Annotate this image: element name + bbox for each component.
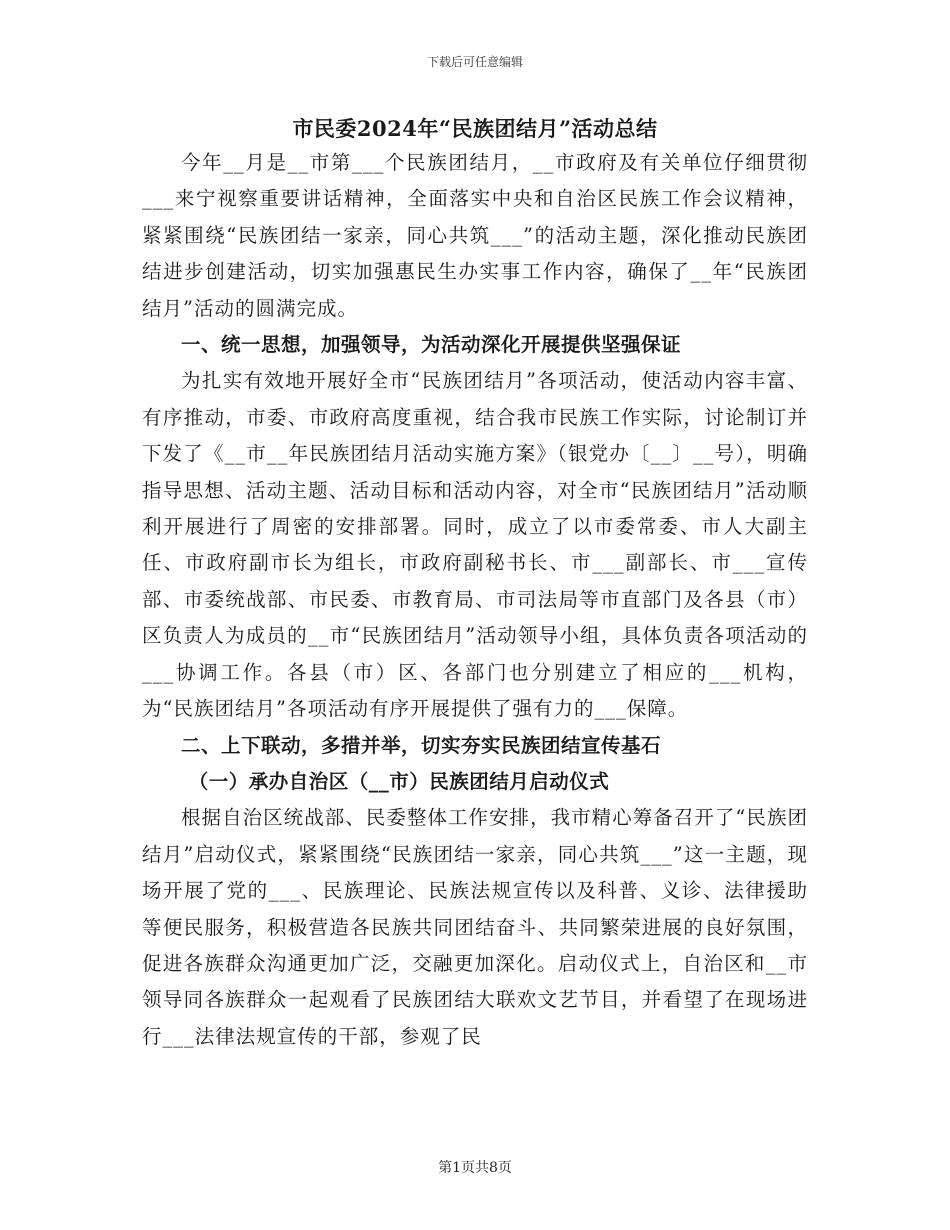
subsection-heading-1: （一）承办自治区（__市）民族团结月启动仪式 (188, 769, 610, 793)
page-header-note: 下载后可任意编辑 (426, 55, 523, 69)
document-body (142, 145, 808, 1055)
paragraph-leadership: 为扎实有效地开展好全市“民族团结月”各项活动，使活动内容丰富、有序推动，市委、市政府高度重视，结合我市民族工作实际，讨论制订并下发了《__市__年民族团结月活动实施方案》（银党办〔__〕__号），明确指导思想、活动主题、活动目标和活动内容，对全市“民族团结月”活动顺利开展进行了周密的安排部署。同时，成立了以市委常委、市人大副主任、市政府副市长为组长，市政府副秘书长、市___副部长、市___宣传部、市委统战部、市民委、市教育局、市司法局等市直部门及各县（市）区负责人为成员的__市“民族团结月”活动领导小组，具体负责各项活动的___协调工作。各县（市）区、各部门也分别建立了相应的___机构，为“民族团结月”各项活动有序开展提供了强有力的___保障。 (142, 369, 808, 721)
section-heading-2: 二、上下联动，多措并举，切实夯实民族团结宣传基石 (181, 733, 662, 757)
page-number-footer: 第1页共8页 (438, 1160, 512, 1176)
paragraph-ceremony: 根据自治区统战部、民委整体工作安排，我市精心筹备召开了“民族团结月”启动仪式，紧紧围绕“民族团结一家亲，同心共筑___”这一主题，现场开展了党的___、民族理论、民族法规宣传以及科普、义诊、法律援助等便民服务，积极营造各民族共同团结奋斗、共同繁荣进展的良好氛围，促进各族群众沟通更加广泛，交融更加深化。启动仪式上，自治区和__市领导同各族群众一起观看了民族团结大联欢文艺节目，并看望了在现场进行___法律法规宣传的干部，参观了民 (142, 806, 808, 1048)
paragraph-intro: 今年__月是__市第___个民族团结月，__市政府及有关单位仔细贯彻___来宁视察重要讲话精神，全面落实中央和自治区民族工作会议精神，紧紧围绕“民族团结一家亲，同心共筑___”的活动主题，深化推动民族团结进步创建活动，切实加强惠民生办实事工作内容，确保了__年“民族团结月”活动的圆满完成。 (142, 151, 808, 320)
document-title: 市民委2024年“民族团结月”活动总结 (292, 116, 658, 141)
section-heading-1: 一、统一思想，加强领导，为活动深化开展提供坚强保证 (181, 333, 682, 357)
